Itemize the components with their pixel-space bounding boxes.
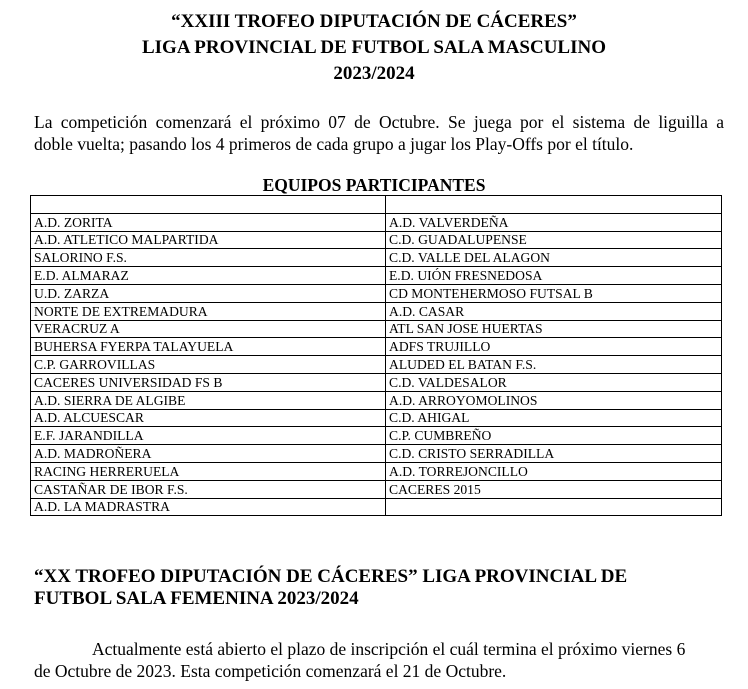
team-cell-left: RACING HERRERUELA bbox=[31, 462, 386, 480]
team-cell-left: A.D. ALCUESCAR bbox=[31, 409, 386, 427]
table-row bbox=[31, 462, 722, 480]
team-cell-left: CASTAÑAR DE IBOR F.S. bbox=[31, 480, 386, 498]
femenina-paragraph bbox=[34, 638, 724, 682]
team-cell-right: E.D. UIÓN FRESNEDOSA bbox=[386, 267, 722, 285]
table-row bbox=[31, 409, 722, 427]
team-cell-left: BUHERSA FYERPA TALAYUELA bbox=[31, 338, 386, 356]
team-cell-left: A.D. SIERRA DE ALGIBE bbox=[31, 391, 386, 409]
table-row bbox=[31, 196, 722, 214]
team-cell-left: NORTE DE EXTREMADURA bbox=[31, 302, 386, 320]
team-cell-left: A.D. LA MADRASTRA bbox=[31, 498, 386, 516]
team-cell-right: A.D. CASAR bbox=[386, 302, 722, 320]
teams-table bbox=[30, 195, 722, 516]
team-cell-left: E.F. JARANDILLA bbox=[31, 427, 386, 445]
table-row bbox=[31, 320, 722, 338]
table-row bbox=[31, 427, 722, 445]
table-row bbox=[31, 213, 722, 231]
main-title-line-1: “XXIII TROFEO DIPUTACIÓN DE CÁCERES” bbox=[171, 11, 577, 32]
team-cell-right bbox=[386, 196, 722, 214]
team-cell-right: A.D. VALVERDEÑA bbox=[386, 213, 722, 231]
table-row bbox=[31, 302, 722, 320]
team-cell-left: CACERES UNIVERSIDAD FS B bbox=[31, 373, 386, 391]
team-cell-left: SALORINO F.S. bbox=[31, 249, 386, 267]
intro-paragraph bbox=[34, 111, 724, 155]
table-row bbox=[31, 498, 722, 516]
team-cell-right: C.D. VALLE DEL ALAGON bbox=[386, 249, 722, 267]
team-cell-right: C.D. CRISTO SERRADILLA bbox=[386, 445, 722, 463]
team-cell-right: C.P. CUMBREÑO bbox=[386, 427, 722, 445]
team-cell-right: A.D. TORREJONCILLO bbox=[386, 462, 722, 480]
team-cell-right: CD MONTEHERMOSO FUTSAL B bbox=[386, 284, 722, 302]
femenina-paragraph-line-1: Actualmente está abierto el plazo de inscripción el cuál termina el próximo viernes 6 bbox=[92, 639, 686, 659]
team-cell-right: CACERES 2015 bbox=[386, 480, 722, 498]
femenina-paragraph-line-2: de Octubre de 2023. Esta competición comenzará el 21 de Octubre. bbox=[34, 661, 507, 681]
team-cell-right: C.D. AHIGAL bbox=[386, 409, 722, 427]
team-cell-left: C.P. GARROVILLAS bbox=[31, 356, 386, 374]
team-cell-left: A.D. ATLETICO MALPARTIDA bbox=[31, 231, 386, 249]
femenina-title-line-2: FUTBOL SALA FEMENINA 2023/2024 bbox=[34, 588, 359, 609]
table-row bbox=[31, 284, 722, 302]
team-cell-right bbox=[386, 498, 722, 516]
table-row bbox=[31, 338, 722, 356]
table-row bbox=[31, 480, 722, 498]
table-row bbox=[31, 356, 722, 374]
team-cell-left: VERACRUZ A bbox=[31, 320, 386, 338]
team-cell-left: U.D. ZARZA bbox=[31, 284, 386, 302]
intro-line-1: La competición comenzará el próximo 07 de Octubre. Se juega por el sistema de liguilla a bbox=[34, 112, 724, 132]
femenina-title bbox=[34, 566, 724, 610]
team-cell-left: E.D. ALMARAZ bbox=[31, 267, 386, 285]
table-row bbox=[31, 391, 722, 409]
table-row bbox=[31, 373, 722, 391]
table-row bbox=[31, 445, 722, 463]
team-cell-right: C.D. VALDESALOR bbox=[386, 373, 722, 391]
team-cell-right: C.D. GUADALUPENSE bbox=[386, 231, 722, 249]
main-title-line-2: LIGA PROVINCIAL DE FUTBOL SALA MASCULINO bbox=[141, 37, 606, 58]
table-row bbox=[31, 249, 722, 267]
team-cell-left bbox=[31, 196, 386, 214]
team-cell-right: A.D. ARROYOMOLINOS bbox=[386, 391, 722, 409]
team-cell-left: A.D. ZORITA bbox=[31, 213, 386, 231]
team-cell-left: A.D. MADROÑERA bbox=[31, 445, 386, 463]
table-row bbox=[31, 267, 722, 285]
femenina-title-line-1: “XX TROFEO DIPUTACIÓN DE CÁCERES” LIGA PROVINCIAL DE bbox=[34, 566, 628, 587]
table-row bbox=[31, 231, 722, 249]
team-cell-right: ALUDED EL BATAN F.S. bbox=[386, 356, 722, 374]
teams-table-body bbox=[31, 196, 722, 516]
intro-line-2: doble vuelta; pasando los 4 primeros de cada grupo a jugar los Play-Offs por el título. bbox=[34, 134, 634, 154]
teams-table-heading: EQUIPOS PARTICIPANTES bbox=[262, 175, 486, 195]
season-label: 2023/2024 bbox=[333, 63, 415, 84]
team-cell-right: ADFS TRUJILLO bbox=[386, 338, 722, 356]
team-cell-right: ATL SAN JOSE HUERTAS bbox=[386, 320, 722, 338]
